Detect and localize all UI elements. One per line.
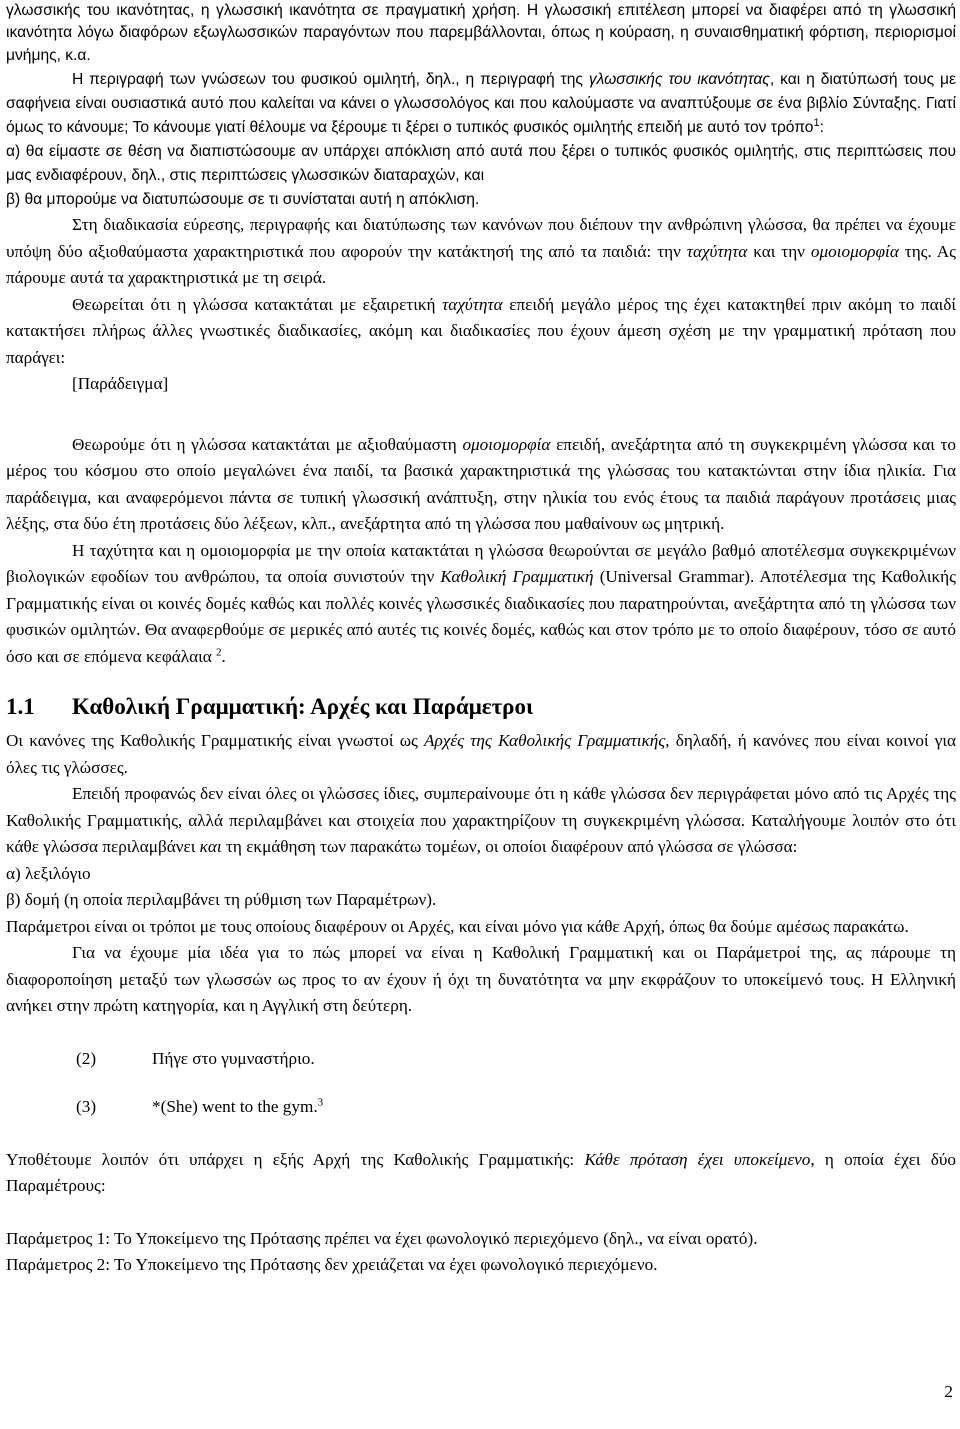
italic-text: γλωσσικής του ικανότητας	[588, 71, 770, 89]
spacer	[6, 1121, 956, 1147]
text: και την	[747, 241, 811, 261]
paragraph-universal-grammar	[6, 538, 956, 671]
text: Στη διαδικασία εύρεσης, περιγραφής και διατύπωσης των κανόνων που διέπουν την ανθρώπινη γλώσσα, θα πρέπει να έχουμε υπόψη δύο αξιοθαύμαστα χαρακτηριστικά που αφορούν την κατάκτησή της από τα παιδιά: την	[6, 215, 956, 261]
text: Οι κανόνες της Καθολικής Γραμματικής είναι γνωστοί ως	[6, 731, 425, 751]
paragraph-parameters	[6, 914, 956, 941]
text: β) δομή (η οποία περιλαμβάνει τη ρύθμιση των Παραμέτρων).	[6, 890, 437, 910]
spacer	[6, 1200, 956, 1226]
paragraph-principles	[6, 728, 956, 781]
text: Παράμετρος 1: Το Υποκείμενο της Πρότασης πρέπει να έχει φωνολογικό περιεχόμενο (δηλ., να είναι ορατό).	[6, 1228, 758, 1248]
text: της. Ας πάρουμε αυτά τα χαρακτηριστικά με τη σειρά.	[6, 241, 956, 288]
italic-text: ταχύτητα	[442, 294, 503, 314]
text: επειδή, ανεξάρτητα από τη συγκεκριμένη γλώσσα και το μέρος του κόσμου στο οποίο μεγαλώνει ένα παιδί, τα βασικά χαρακτηριστικά της γλώσσας του κατακτώνται στην ίδια ηλικία. Για παράδειγμα, και αναφερόμενοι πάντα σε τυπική γλωσσική ανάπτυξη, στην ηλικία του ενός έτους τα παιδιά παράγουν προτάσεις μιας λέξης, στα δύο έτη προτάσεις δύο λέξεων, κλπ., ανεξάρτητα από τη γλώσσα που μαθαίνουν ως μητρική.	[6, 434, 956, 534]
italic-text: ομοιομορφία	[462, 434, 551, 454]
text: γλωσσικής του ικανότητας, η γλωσσική ικανότητα σε πραγματική χρήση. Η γλωσσική επιτέλεση μπορεί να διαφέρει από τη γλωσσική ικανότητα λόγω διαφόρων εξωγλωσσικών παραγόντων που παρεμβάλλονται, όπως η κούραση, η συναισθηματική φόρτιση, περιορισμοί μνήμης, κ.α.	[6, 2, 956, 64]
text: Η περιγραφή των γνώσεων του φυσικού ομιλητή, δηλ., η περιγραφή της	[72, 71, 589, 89]
parameter-2	[6, 1252, 956, 1279]
text: α) λεξιλόγιο	[6, 863, 91, 883]
example-number: (3)	[76, 1097, 97, 1117]
text: Παράμετροι είναι οι τρόποι με τους οποίους διαφέρουν οι Αρχές, και είναι μόνο για κάθε Αρχή, όπως θα δούμε αμέσως παρακάτω.	[6, 916, 909, 936]
text: Θεωρείται ότι η γλώσσα κατακτάται με εξαιρετική	[72, 294, 443, 314]
text: Παράμετρος 2: Το Υποκείμενο της Πρότασης δεν χρειάζεται να έχει φωνολογικό περιεχόμενο.	[6, 1255, 658, 1275]
text: :	[819, 119, 824, 137]
spacer	[6, 1072, 956, 1094]
italic-text: Κάθε πρόταση έχει υποκείμενο	[584, 1149, 811, 1169]
example-text: *(She) went to the gym.	[152, 1097, 318, 1117]
list-item-a	[6, 140, 956, 188]
italic-text: και	[199, 837, 222, 857]
italic-text: ομοιομορφία	[810, 241, 899, 261]
paragraph-rules	[6, 212, 956, 292]
example-placeholder	[6, 371, 956, 398]
section-heading	[6, 690, 956, 724]
example-text: Πήγε στο γυμναστήριο.	[152, 1048, 315, 1068]
text: τη εκμάθηση των παρακάτω τομέων, οι οποίοι διαφέρουν από γλώσσα σε γλώσσα:	[221, 837, 798, 857]
text: Υποθέτουμε λοιπόν ότι υπάρχει η εξής Αρχή της Καθολικής Γραμματικής:	[6, 1149, 585, 1169]
text: .	[221, 646, 226, 666]
text: α) θα είμαστε σε θέση να διαπιστώσουμε αν υπάρχει απόκλιση από αυτά που ξέρει ο τυπικός φυσικός ομιλητής, στις περιπτώσεις που μας ενδιαφέρουν, δηλ., στις περιπτώσεις γλωσσικών διαταραχών, και	[6, 143, 956, 185]
section-number: 1.1	[6, 694, 35, 720]
paragraph-speed	[6, 292, 956, 372]
text: Επειδή προφανώς δεν είναι όλες οι γλώσσες ίδιες, συμπεραίνουμε ότι η κάθε γλώσσα δεν περιγράφεται μόνο από τις Αρχές της Καθολικής Γραμματικής, αλλά περιλαμβάνει και στοιχεία που χαρακτηρίζουν τη συγκεκριμένη γλώσσα. Καταλήγουμε λοιπόν στο ότι κάθε γλώσσα περιλαμβάνει	[6, 784, 956, 857]
paragraph-languages-differ	[6, 781, 956, 861]
list-item-structure	[6, 887, 956, 914]
example-3	[6, 1094, 956, 1121]
text: Η ταχύτητα και η ομοιομορφία με την οποία κατακτάται η γλώσσα θεωρούνται σε μεγάλο βαθμό αποτέλεσμα συγκεκριμένων βιολογικών εφοδίων του ανθρώπου, τα οποία συνιστούν την	[6, 540, 956, 587]
parameter-1	[6, 1226, 956, 1253]
spacer	[6, 398, 956, 432]
text: Για να έχουμε μία ιδέα για το πώς μπορεί να είναι η Καθολική Γραμματική και οι Παράμετροί της, ας πάρουμε τη διαφοροποίηση μεταξύ των γλωσσών ως προς το αν έχουν ή όχι τη δυνατότητα να μην εκφράζουν το υποκείμενό τους. Η Ελληνική ανήκει στην πρώτη κατηγορία, και η Αγγλική στη δεύτερη.	[6, 943, 956, 1016]
italic-text: Αρχές της Καθολικής Γραμματικής	[424, 731, 666, 751]
text: (Universal Grammar). Αποτέλεσμα της Καθολικής Γραμματικής είναι οι κοινές δομές καθώς και πολλές κοινές γλωσσικές διαδικασίες που παρατηρούνται, ανεξάρτητα από τη γλώσσα των φυσικών ομιλητών. Θα αναφερθούμε σε μερικές από αυτές τις κοινές δομές, καθώς και στον τρόπο με το οποίο διαφέρουν, τόσο σε αυτό όσο και σε επόμενα κεφάλαια	[6, 567, 956, 666]
example-2	[6, 1046, 956, 1073]
footnote-ref-2: 2	[216, 645, 222, 658]
italic-text: Καθολική Γραμματική	[440, 567, 594, 587]
text: Θεωρούμε ότι η γλώσσα κατακτάται με αξιοθαύμαστη	[72, 434, 463, 454]
footnote-ref-3: 3	[317, 1096, 324, 1109]
text: επειδή μεγάλο μέρος της έχει κατακτηθεί πριν ακόμη το παιδί κατακτήσει πλήρως άλλες γνωστικές διαδικασίες, ακόμη και διαδικασίες που έχουν άμεση σχέση με την γραμματική πρόταση που παράγει:	[6, 294, 956, 367]
text: , και η διατύπωσή τους με σαφήνεια είναι ουσιαστικά αυτό που καλείται να κάνει ο γλωσσολόγος και που καλούμαστε να αναπτύξουμε σε ένα βιβλίο Σύνταξης. Γιατί όμως το κάνουμε; Το κάνουμε γιατί θέλουμε να ξέρουμε τι ξέρει ο τυπικός φυσικός ομιλητής επειδή με αυτό τον τρόπο	[6, 71, 956, 137]
document-page	[6, 0, 956, 1279]
text: [Παράδειγμα]	[72, 374, 169, 394]
footnote-ref-1: 1	[813, 117, 820, 130]
spacer	[6, 1020, 956, 1046]
example-number: (2)	[76, 1048, 97, 1068]
italic-text: ταχύτητα	[686, 241, 748, 261]
list-item-b	[6, 188, 956, 212]
paragraph-principle-subject	[6, 1147, 956, 1200]
section-title: Καθολική Γραμματική: Αρχές και Παράμετροι	[72, 694, 534, 720]
paragraph-performance	[6, 0, 956, 67]
paragraph-description	[6, 68, 956, 140]
paragraph-subject	[6, 940, 956, 1020]
list-item-lexicon	[6, 861, 956, 888]
text: , η οποία έχει δύο Παραμέτρους:	[6, 1149, 956, 1196]
paragraph-uniformity	[6, 432, 956, 538]
text: , δηλαδή, ή κανόνες που είναι κοινοί για όλες τις γλώσσες.	[6, 731, 957, 777]
text: β) θα μπορούμε να διατυπώσουμε σε τι συνίσταται αυτή η απόκλιση.	[6, 191, 480, 209]
page-number: 2	[944, 1382, 953, 1401]
